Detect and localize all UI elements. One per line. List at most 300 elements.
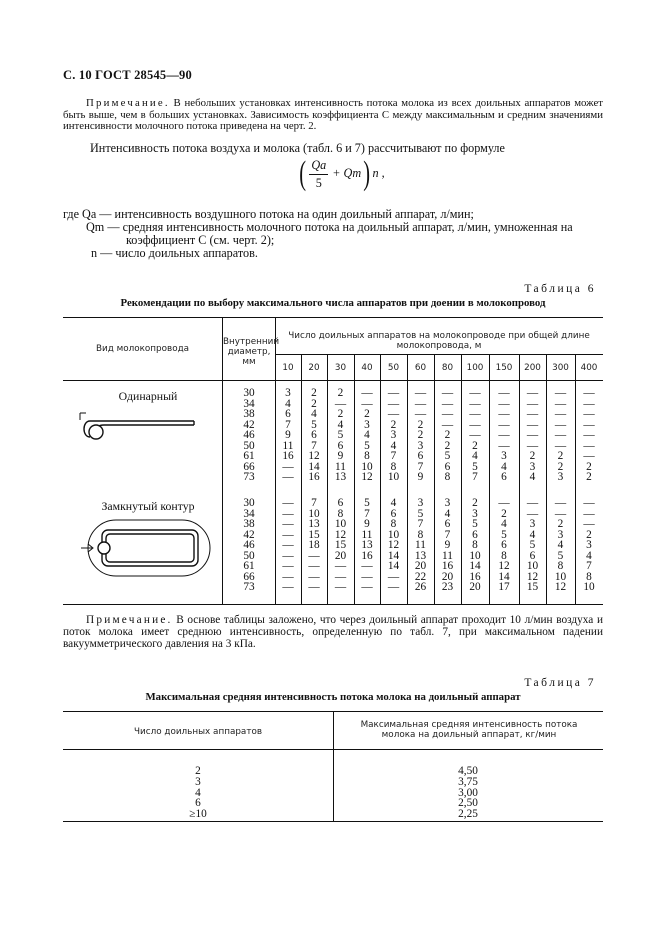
table-cell: —: [498, 497, 510, 509]
header-apparatus-count: Число доильных аппаратов на молокопроводе при общей длине молокопровода, м: [288, 331, 590, 351]
table-cell: 6: [529, 549, 536, 562]
definition-qa: где Qa — интенсивность воздушного потока на один доильный аппарат, л/мин;: [63, 207, 474, 221]
table-cell: 4: [285, 397, 291, 410]
table-cell: —: [554, 397, 567, 410]
table-cell: 14: [308, 460, 320, 473]
value-column-200: [519, 388, 546, 483]
table-cell: —: [526, 429, 539, 441]
table-cell: 4: [557, 539, 564, 551]
length-header-10: 10: [282, 363, 294, 373]
table-cell: —: [554, 497, 567, 509]
length-header-400: 400: [580, 363, 598, 373]
value-column-60: [407, 498, 434, 593]
table-cell: 6: [501, 539, 507, 551]
table-cell: —: [583, 450, 595, 462]
table-cell: —: [554, 408, 567, 420]
table-cell: 12: [308, 450, 320, 462]
table-cell: 2: [501, 507, 507, 520]
table-cell: —: [282, 460, 294, 473]
table-cell: 13: [361, 539, 373, 551]
table-cell: —: [441, 408, 454, 420]
table-cell: 4: [501, 518, 507, 530]
table-cell: —: [526, 439, 539, 452]
table-cell: —: [583, 387, 595, 399]
table-cell: 20: [414, 560, 427, 572]
table-cell: 4: [444, 507, 451, 520]
table-cell: —: [361, 397, 373, 410]
table-cell: 10: [526, 560, 539, 572]
table-cell: —: [469, 387, 481, 399]
table-cell: 4: [390, 497, 397, 509]
table-cell: 11: [442, 549, 453, 562]
table-cell: 38: [243, 518, 255, 530]
table-cell: —: [282, 539, 294, 551]
table-cell: 12: [361, 471, 373, 483]
table-cell: —: [498, 387, 510, 399]
table-cell: 18: [308, 539, 320, 551]
table-cell: —: [282, 549, 294, 562]
table-cell: —: [282, 581, 294, 593]
table-cell: —: [414, 387, 427, 399]
table-cell: 5: [472, 518, 478, 530]
table-cell: 7: [390, 450, 397, 462]
table-cell: 17: [498, 581, 510, 593]
table-cell: —: [308, 560, 320, 572]
table-cell: —: [583, 439, 595, 452]
table-cell: —: [583, 418, 595, 431]
table-cell: 4: [586, 549, 592, 562]
header-max-flow: Максимальная средняя интенсивность потока молока на доильный аппарат, кг/мин: [360, 720, 578, 740]
table-cell: ≥10: [189, 808, 207, 821]
left-paren: (: [299, 155, 307, 192]
table-cell: 4: [311, 408, 317, 420]
value-column-300: [546, 388, 575, 483]
table-cell: —: [282, 471, 294, 483]
table-cell: 3: [501, 450, 507, 462]
table-cell: 8: [557, 560, 564, 572]
max-flow-values: [333, 766, 603, 820]
table-cell: —: [361, 387, 373, 399]
table-cell: 3: [472, 507, 478, 520]
table-cell: 3: [557, 528, 564, 541]
table-cell: 10: [387, 528, 400, 541]
length-header-300: 300: [552, 363, 569, 373]
table-cell: —: [583, 397, 595, 410]
table-cell: —: [498, 408, 510, 420]
table-cell: 2: [311, 387, 317, 399]
value-column-100: [461, 388, 489, 483]
value-column-10: [275, 498, 301, 593]
table-cell: 6: [472, 528, 478, 541]
header-apparatus-number: Число доильных аппаратов: [133, 727, 263, 737]
table6-header-rule: [63, 380, 603, 381]
table-cell: 6: [444, 460, 451, 473]
table-cell: 16: [361, 549, 373, 562]
table-cell: —: [554, 387, 567, 399]
table7-title: Максимальная средняя интенсивность потока молока на доильный аппарат: [145, 691, 521, 703]
table-cell: —: [498, 439, 510, 452]
table-cell: —: [441, 397, 454, 410]
table-cell: 14: [387, 560, 400, 572]
table-cell: 10: [361, 460, 373, 473]
table-cell: 13: [308, 518, 320, 530]
loop-pipeline-diagram: [80, 516, 216, 580]
table-cell: —: [583, 497, 595, 509]
table-cell: 16: [469, 570, 481, 583]
table-cell: —: [469, 408, 481, 420]
table-cell: —: [361, 560, 373, 572]
table-cell: —: [334, 397, 347, 410]
length-header-50: 50: [387, 363, 400, 373]
table-cell: 5: [444, 450, 451, 462]
table-cell: 2,25: [458, 808, 478, 821]
table-cell: —: [282, 507, 294, 520]
table-cell: 3,00: [458, 786, 478, 799]
header-pipeline-type: Вид молокопровода: [95, 344, 190, 354]
value-column-30: [327, 498, 354, 593]
note-text: В основе таблицы заложено, что через доильный аппарат проходит 10 л/мин воздуха и поток молока имеет среднюю интенсивность, определенную по табл. 7, при максимальном падении вакуумметрического давления на 3 кПа.: [63, 614, 603, 651]
note-text: В небольших установках интенсивность потока молока из всех доильных аппаратов может быть выше, чем в больших установках. Зависимость коэффициента C между максимальным и средним значениями интенсивности молочного потока приведена на черт. 2.: [63, 97, 603, 133]
table-cell: —: [308, 549, 320, 562]
table-cell: 7: [285, 418, 291, 431]
table-cell: —: [334, 581, 347, 593]
table-cell: 14: [498, 570, 510, 583]
table-cell: —: [414, 397, 427, 410]
table-cell: 11: [415, 539, 426, 551]
table-cell: 2: [557, 460, 564, 473]
table-cell: 8: [472, 539, 478, 551]
table-cell: —: [554, 429, 567, 441]
note-label: Примечание.: [86, 614, 173, 626]
section-single-label: Одинарный: [118, 389, 178, 403]
table-cell: 3,75: [458, 775, 478, 788]
table-cell: 15: [334, 539, 347, 551]
apparatus-counts: [63, 766, 333, 820]
table-cell: 10: [334, 518, 347, 530]
table-cell: 6: [195, 797, 201, 810]
table-cell: 13: [334, 471, 347, 483]
table-cell: —: [361, 581, 373, 593]
table-cell: 8: [501, 549, 507, 562]
table-cell: 46: [243, 539, 255, 551]
table-cell: 4: [529, 471, 536, 483]
table-cell: 16: [441, 560, 454, 572]
table7-number: Таблица 7: [524, 677, 596, 689]
table6-top-rule: [63, 317, 603, 318]
table-cell: —: [554, 507, 567, 520]
table-cell: 42: [243, 528, 255, 541]
table-cell: 73: [243, 581, 255, 593]
value-column-50: [380, 498, 407, 593]
table-cell: 13: [414, 549, 427, 562]
table-cell: 6: [501, 471, 507, 483]
table-cell: 4: [529, 528, 536, 541]
length-header-60: 60: [414, 363, 427, 373]
table-cell: —: [282, 560, 294, 572]
length-header-80: 80: [441, 363, 454, 373]
table-cell: 2: [444, 429, 451, 441]
table-cell: 4: [337, 418, 344, 431]
table-cell: 4: [364, 429, 370, 441]
table-cell: —: [526, 497, 539, 509]
table-cell: 42: [243, 418, 255, 431]
table-cell: —: [282, 497, 294, 509]
table-cell: —: [387, 397, 400, 410]
table-cell: 3: [417, 497, 424, 509]
value-column-60: [407, 388, 434, 483]
table-cell: —: [498, 418, 510, 431]
note-paragraph-1: [63, 98, 603, 133]
table-cell: 8: [390, 460, 397, 473]
value-column-80: [434, 388, 461, 483]
definition-qm: Qm — средняя интенсивность молочного потока на доильный аппарат, л/мин, умноженная на: [86, 220, 573, 234]
table-cell: 16: [282, 450, 294, 462]
length-header-20: 20: [308, 363, 320, 373]
table-cell: 34: [243, 397, 255, 410]
table-cell: 20: [334, 549, 347, 562]
table-cell: —: [441, 418, 454, 431]
value-column-20: [301, 388, 327, 483]
table-cell: 4: [390, 439, 397, 452]
table-cell: 2: [417, 429, 424, 441]
table7-bottom-rule: [63, 821, 603, 822]
table-cell: 3: [557, 471, 564, 483]
table-cell: —: [387, 387, 400, 399]
value-column-100: [461, 498, 489, 593]
table-cell: 2: [557, 518, 564, 530]
table-cell: 46: [243, 429, 255, 441]
table-cell: 4,50: [458, 765, 478, 777]
table-cell: 2: [472, 497, 478, 509]
table-cell: 22: [414, 570, 427, 583]
table-cell: 12: [387, 539, 400, 551]
value-column-150: [489, 388, 519, 483]
table-cell: 10: [583, 581, 595, 593]
page-header: С. 10 ГОСТ 28545—90: [63, 68, 192, 82]
table-cell: 26: [414, 581, 427, 593]
formula-tail: n ,: [372, 165, 385, 180]
table-cell: 2: [586, 528, 592, 541]
table-cell: 7: [472, 471, 478, 483]
variable-definitions: [63, 208, 623, 268]
value-column-200: [519, 498, 546, 593]
table-cell: 9: [285, 429, 291, 441]
table-cell: 2,50: [458, 797, 478, 810]
table-cell: 2: [586, 471, 592, 483]
table-cell: 3: [417, 439, 424, 452]
fraction: [309, 158, 328, 189]
table-cell: —: [469, 418, 481, 431]
value-column-80: [434, 498, 461, 593]
table-cell: 2: [417, 418, 424, 431]
table-cell: 73: [243, 471, 255, 483]
table-cell: 23: [441, 581, 454, 593]
section1-diameters: [223, 388, 275, 483]
note-paragraph-2: [63, 614, 603, 651]
table-cell: 11: [335, 460, 346, 473]
length-header-200: 200: [524, 363, 541, 373]
table-cell: 8: [417, 528, 424, 541]
table-cell: 5: [417, 507, 424, 520]
table-cell: 8: [586, 570, 592, 583]
table-cell: 12: [498, 560, 510, 572]
table-cell: 5: [472, 460, 478, 473]
section2-diameters: [223, 498, 275, 593]
value-column-20: [301, 498, 327, 593]
value-column-40: [354, 388, 380, 483]
table-cell: 14: [387, 549, 400, 562]
table-cell: 3: [364, 418, 370, 431]
table-cell: 7: [364, 507, 370, 520]
fraction-denominator: 5: [315, 175, 322, 190]
table-cell: 3: [586, 539, 592, 551]
table-cell: 6: [444, 518, 451, 530]
table-cell: 61: [243, 450, 255, 462]
value-column-50: [380, 388, 407, 483]
table-cell: 3: [529, 518, 536, 530]
table-cell: —: [414, 408, 427, 420]
table-cell: 38: [243, 408, 255, 420]
table-cell: 7: [444, 528, 451, 541]
table-cell: 66: [243, 570, 255, 583]
table-cell: 12: [334, 528, 347, 541]
header-inner-diameter: Внутренний диаметр, мм: [223, 337, 280, 367]
right-paren: ): [363, 155, 371, 192]
table-cell: 2: [390, 418, 397, 431]
table-cell: 2: [444, 439, 451, 452]
table-cell: 12: [526, 570, 539, 583]
table-cell: 8: [390, 518, 397, 530]
single-pipeline-diagram: [76, 407, 206, 443]
table-cell: 5: [364, 497, 370, 509]
table-cell: 3: [444, 497, 451, 509]
table-cell: —: [308, 581, 320, 593]
table-cell: —: [387, 408, 400, 420]
note-label: Примечание.: [86, 97, 170, 109]
definition-n: n — число доильных аппаратов.: [91, 246, 258, 260]
table-cell: —: [498, 397, 510, 410]
table-cell: 10: [387, 471, 400, 483]
table-cell: 5: [501, 528, 507, 541]
table-cell: 2: [195, 765, 201, 777]
length-header-150: 150: [495, 363, 513, 373]
table6-number: Таблица 6: [524, 283, 596, 295]
value-column-30: [327, 388, 354, 483]
table7: [63, 711, 603, 821]
table-cell: 7: [311, 439, 317, 452]
table-cell: 11: [282, 439, 294, 452]
section-loop-label: Замкнутый контур: [101, 499, 195, 513]
table-cell: —: [469, 429, 481, 441]
table-cell: 3: [285, 387, 291, 399]
table6-bottom-rule: [63, 604, 603, 605]
table-cell: —: [583, 507, 595, 520]
table-cell: 2: [364, 408, 370, 420]
table-cell: 9: [337, 450, 344, 462]
table-cell: 8: [337, 507, 344, 520]
table-cell: 7: [311, 497, 317, 509]
table-cell: 61: [243, 560, 255, 572]
table-cell: 4: [501, 460, 507, 473]
table-cell: 20: [469, 581, 481, 593]
definition-qm-cont: коэффициент C (см. черт. 2);: [126, 233, 275, 247]
table-cell: 2: [557, 450, 564, 462]
table-cell: 5: [311, 418, 317, 431]
table-cell: —: [334, 570, 347, 583]
formula: [297, 157, 385, 191]
table-cell: 2: [311, 397, 317, 410]
table-cell: 2: [337, 408, 344, 420]
table-cell: 5: [557, 549, 564, 562]
table-cell: —: [282, 570, 294, 583]
table-cell: 4: [472, 450, 478, 462]
table-cell: 9: [417, 471, 424, 483]
table-cell: 14: [469, 560, 481, 572]
table-cell: 5: [529, 539, 536, 551]
table-cell: —: [526, 408, 539, 420]
table-cell: —: [554, 439, 567, 452]
table-cell: 66: [243, 460, 255, 473]
table-cell: 3: [390, 429, 397, 441]
fraction-numerator: Qa: [309, 158, 328, 174]
length-header-30: 30: [334, 363, 347, 373]
table-cell: 7: [417, 518, 424, 530]
table-cell: 4: [195, 786, 201, 799]
value-column-150: [489, 498, 519, 593]
table-cell: —: [387, 570, 400, 583]
table-cell: 5: [364, 439, 370, 452]
formula-plus-term: + Qm: [332, 165, 362, 180]
table-cell: —: [526, 397, 539, 410]
table-cell: —: [387, 581, 400, 593]
table-cell: 12: [554, 581, 567, 593]
table-cell: —: [469, 397, 481, 410]
table-cell: 15: [526, 581, 539, 593]
table-cell: 6: [285, 408, 291, 420]
length-header-40: 40: [361, 363, 373, 373]
value-column-400: [575, 498, 603, 593]
table-cell: 30: [243, 497, 255, 509]
table-cell: 3: [529, 460, 536, 473]
table-cell: —: [361, 570, 373, 583]
table-cell: 6: [337, 439, 344, 452]
value-column-300: [546, 498, 575, 593]
table-cell: 8: [364, 450, 370, 462]
table-cell: 8: [444, 471, 451, 483]
table-cell: 10: [469, 549, 481, 562]
table-cell: 2: [472, 439, 478, 452]
table-cell: —: [583, 408, 595, 420]
table-cell: —: [282, 518, 294, 530]
table-cell: 9: [364, 518, 370, 530]
table-cell: —: [282, 528, 294, 541]
table-cell: —: [498, 429, 510, 441]
table-cell: 3: [195, 775, 201, 788]
table-cell: 2: [586, 460, 592, 473]
table-cell: 7: [586, 560, 592, 572]
table-cell: 16: [308, 471, 320, 483]
table-cell: 15: [308, 528, 320, 541]
table6-header-mid-rule: [275, 354, 603, 355]
table-cell: —: [526, 507, 539, 520]
table-cell: 9: [444, 539, 451, 551]
table-cell: —: [526, 387, 539, 399]
value-column-400: [575, 388, 603, 483]
table-cell: —: [308, 570, 320, 583]
table-cell: —: [441, 387, 454, 399]
value-column-40: [354, 498, 380, 593]
length-header-100: 100: [466, 363, 484, 373]
